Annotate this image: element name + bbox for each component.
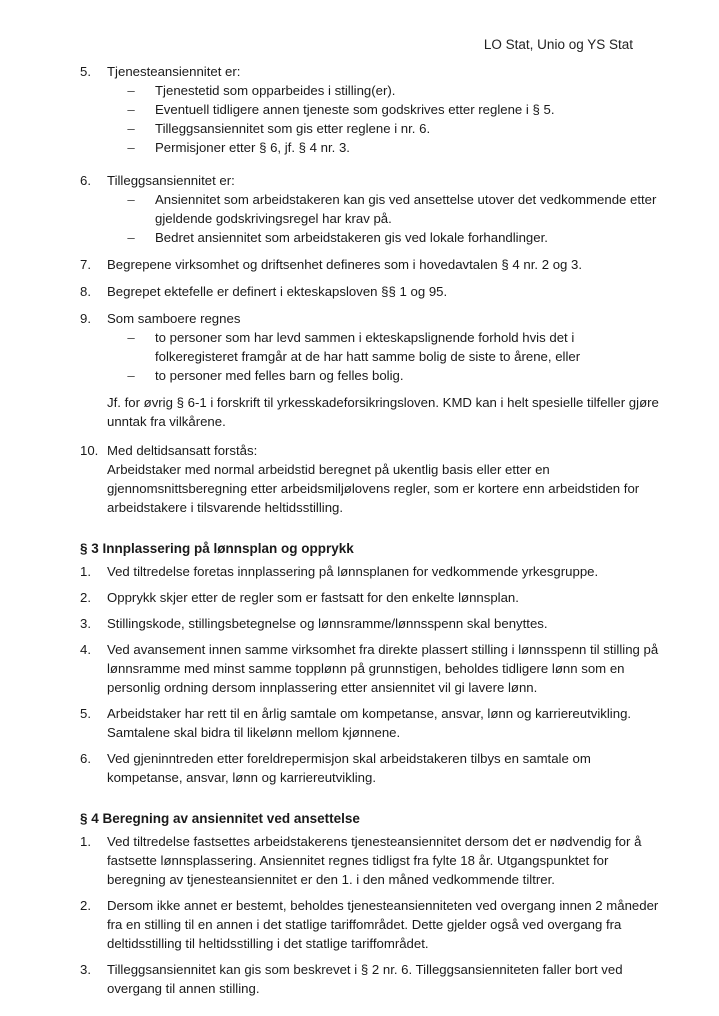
dash-icon: – (127, 368, 135, 383)
item-text: Tilleggsansiennitet er: (107, 173, 235, 188)
item-number: 1. (80, 564, 91, 579)
section-3-item (80, 562, 660, 581)
item-number: 2. (80, 590, 91, 605)
item-number: 2. (80, 898, 91, 913)
bullet-item: – Bedret ansiennitet som arbeidstakeren gis ved lokale forhandlinger. (107, 228, 660, 247)
item-text: Arbeidstaker har rett til en årlig samtale om kompetanse, ansvar, lønn og karriereutvikling. Samtalene skal bidra til likelønn mellom kjønnene. (107, 706, 632, 740)
item-number: 6. (80, 751, 91, 766)
document-content (80, 62, 660, 1005)
item-number: 5. (80, 64, 91, 79)
section-3-item (80, 749, 660, 787)
section-3-heading: § 3 Innplassering på lønnsplan og opprykk (80, 541, 354, 556)
dash-icon: – (127, 192, 135, 207)
bullet-item: – Ansiennitet som arbeidstakeren kan gis ved ansettelse utover det vedkommende etter gjeldende godskrivingsregel har krav på. (107, 190, 660, 228)
section-4-item (80, 832, 660, 889)
section-3-item (80, 614, 660, 633)
dash-icon: – (127, 230, 135, 245)
dash-icon: – (127, 121, 135, 136)
bullet-item: – Eventuell tidligere annen tjeneste som godskrives etter reglene i § 5. (107, 100, 660, 119)
dash-icon: – (127, 102, 135, 117)
item-text: Tilleggsansiennitet kan gis som beskrevet i § 2 nr. 6. Tilleggsansienniteten faller bort ved overgang til annen stilling. (107, 962, 623, 996)
bullet-list (107, 328, 660, 385)
item-number: 6. (80, 173, 91, 188)
item-text: Ved tiltredelse fastsettes arbeidstakerens tjenesteansiennitet dersom det er nødvendig for å fastsette lønnsplassering. Ansiennitet regnes tidligst fra fylte 18 år. Utgangspunktet for beregning av tjenesteansiennitet er den 1. i den måned vedkommende tiltrer. (107, 834, 642, 887)
bullet-list (107, 81, 660, 157)
dash-icon: – (127, 140, 135, 155)
bullet-list (107, 190, 660, 247)
section-4-list (80, 832, 660, 998)
item-number: 4. (80, 642, 91, 657)
section-3-item (80, 704, 660, 742)
item-text: Tjenesteansiennitet er: (107, 64, 241, 79)
item-text: Opprykk skjer etter de regler som er fastsatt for den enkelte lønnsplan. (107, 590, 519, 605)
dash-icon: – (127, 330, 135, 345)
item-number: 7. (80, 257, 91, 272)
definition-item-9 (80, 309, 660, 385)
item-number: 3. (80, 962, 91, 977)
section-3-item (80, 640, 660, 697)
item-text: Ved gjeninntreden etter foreldrepermisjon skal arbeidstakeren tilbys en samtale om kompetanse, ansvar, lønn og karriereutvikling. (107, 751, 591, 785)
bullet-item: – to personer med felles barn og felles bolig. (107, 366, 660, 385)
bullet-item: – Permisjoner etter § 6, jf. § 4 nr. 3. (107, 138, 660, 157)
item-text: Ved avansement innen samme virksomhet fra direkte plassert stilling i lønnsspenn til stilling på lønnsramme med minst samme topplønn på grunnstigen, beholdes tidligere lønn som en personlig ordning dersom innplassering etter ansiennitet vil gi lavere lønn. (107, 642, 659, 695)
section-4-item (80, 896, 660, 953)
item-text: Begrepet ektefelle er definert i ekteskapsloven §§ 1 og 95. (107, 284, 448, 299)
item-continuation: Arbeidstaker med normal arbeidstid beregnet på ukentlig basis eller etter en gjennomsnittsberegning etter arbeidsmiljølovens regler, som er kortere enn arbeidstiden for arbeidstakere i tilsvarende heltidsstilling. (107, 462, 640, 515)
section-4-heading: § 4 Beregning av ansiennitet ved ansettelse (80, 811, 360, 826)
definition-item-10 (80, 441, 660, 517)
definition-item-6 (80, 171, 660, 247)
definition-item-5 (80, 62, 660, 157)
section-3-list (80, 562, 660, 787)
item-text: Med deltidsansatt forstås: (107, 443, 258, 458)
bullet-item: – Tilleggsansiennitet som gis etter reglene i nr. 6. (107, 119, 660, 138)
item-text: Dersom ikke annet er bestemt, beholdes tjenesteansienniteten ved overgang innen 2 måneder fra en stilling til en annen i det statlige tariffområdet. Dette gjelder også ved overgang fra deltidsstilling til heltidsstilling i det statlige tariffområdet. (107, 898, 659, 951)
bullet-item: – Tjenestetid som opparbeides i stilling(er). (107, 81, 660, 100)
definition-item-7 (80, 255, 660, 274)
page-header: LO Stat, Unio og YS Stat (483, 37, 633, 52)
dash-icon: – (127, 83, 135, 98)
definition-item-8 (80, 282, 660, 301)
item-number: 5. (80, 706, 91, 721)
bullet-item: – to personer som har levd sammen i ekteskapslignende forhold hvis det i folkeregisteret framgår at de har hatt samme bolig de siste to årene, eller (107, 328, 660, 366)
section-3-item (80, 588, 660, 607)
item-text: Som samboere regnes (107, 311, 241, 326)
item-number: 8. (80, 284, 91, 299)
item-number: 9. (80, 311, 91, 326)
item-text: Begrepene virksomhet og driftsenhet defineres som i hovedavtalen § 4 nr. 2 og 3. (107, 257, 583, 272)
section-4-item (80, 960, 660, 998)
item-9-note: Jf. for øvrig § 6-1 i forskrift til yrkesskadeforsikringsloven. KMD kan i helt spesielle tilfeller gjøre unntak fra vilkårene. (107, 395, 659, 429)
item-number: 10. (80, 443, 99, 458)
item-number: 1. (80, 834, 91, 849)
item-text: Ved tiltredelse foretas innplassering på lønnsplanen for vedkommende yrkesgruppe. (107, 564, 599, 579)
item-text: Stillingskode, stillingsbetegnelse og lønnsramme/lønnsspenn skal benyttes. (107, 616, 548, 631)
item-number: 3. (80, 616, 91, 631)
